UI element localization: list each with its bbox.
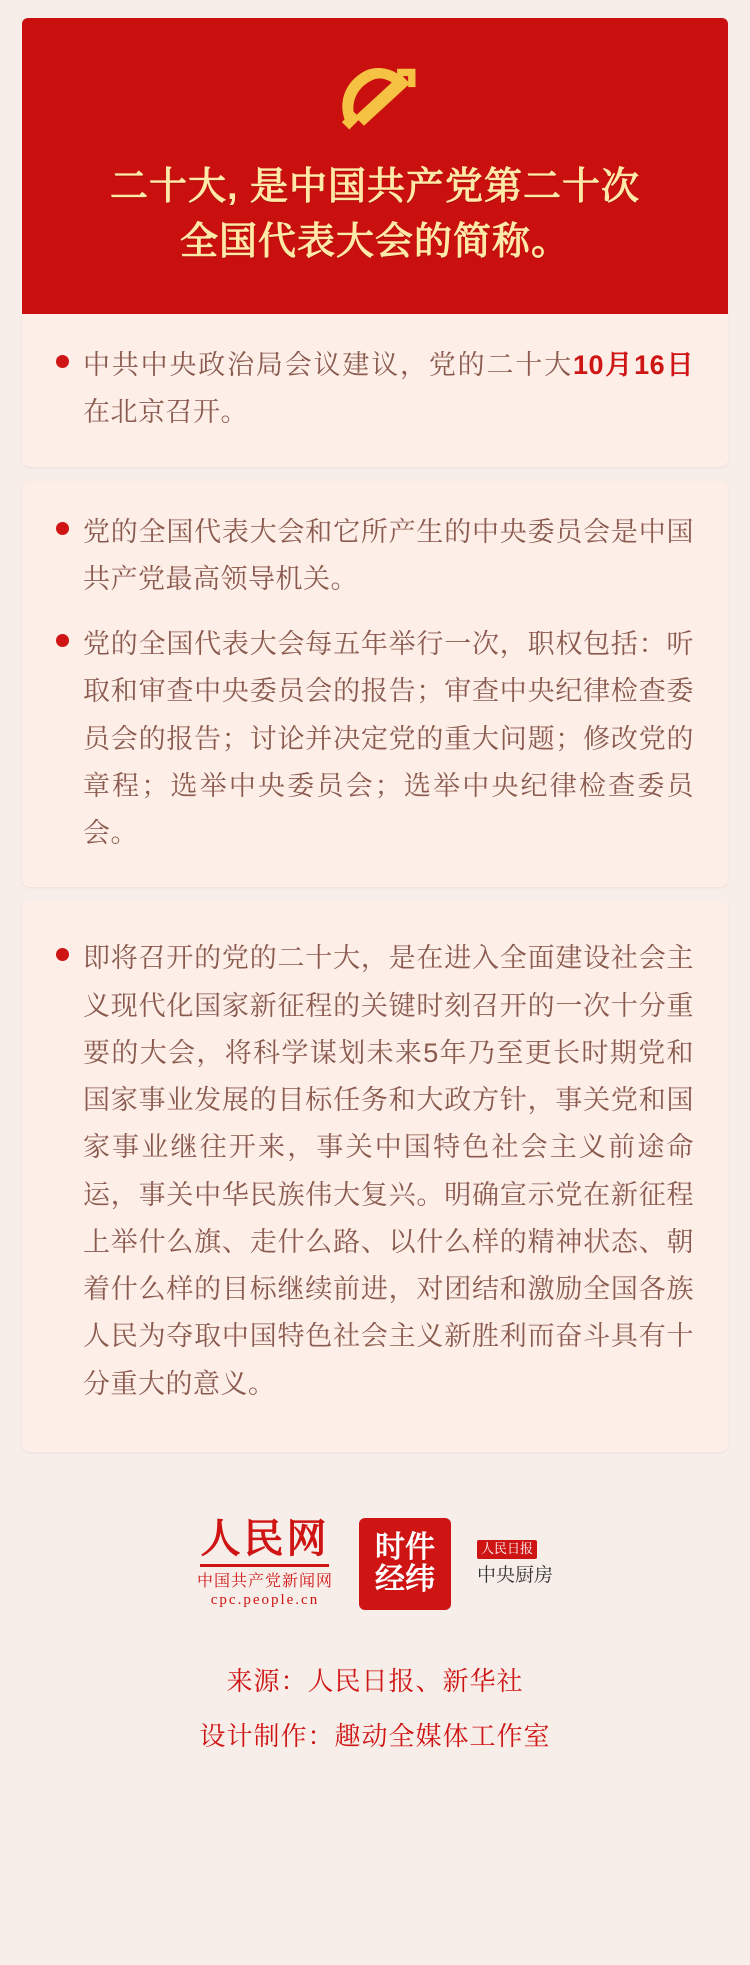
bullet-text: 即将召开的党的二十大，是在进入全面建设社会主义现代化国家新征程的关键时刻召开的一次十分重要的大会，将科学谋划未来5年乃至更长时期党和国家事业发展的目标任务和大政方针，事关党和国家事业继往开来，事关中国特色社会主义前途命运，事关中华民族伟大复兴。明确宣示党在新征程上举什么旗、走什么路、以什么样的精神状态、朝着什么样的目标继续前进，对团结和激励全国各族人民为夺取中国特色社会主义新胜利而奋斗具有十分重大的意义。 (83, 943, 694, 1399)
hammer-and-sickle-emblem (319, 54, 431, 146)
people-cn-logo-text: 人民网 (200, 1519, 329, 1567)
banner-title-line-1: 二十大, 是中国共产党第二十次 (109, 166, 641, 208)
central-kitchen-logo (477, 1539, 553, 1588)
bullet-item (56, 342, 694, 437)
bullet-item (56, 621, 694, 857)
content-card (22, 901, 728, 1452)
central-kitchen-label: 中央厨房 (477, 1564, 554, 1586)
bullet-text: 党的全国代表大会每五年举行一次，职权包括：听取和审查中央委员会的报告；审查中央纪律检查委员会的报告；讨论并决定党的重大问题；修改党的章程；选举中央委员会；选举中央纪律检查委员会。 (83, 629, 694, 849)
people-cn-logo-subtitle: 中国共产党新闻网 (196, 1573, 333, 1591)
bullet-item (56, 509, 694, 604)
header-banner (22, 18, 728, 314)
banner-title-line-2: 全国代表大会的简称。 (179, 221, 570, 264)
people-cn-logo-url: cpc.people.cn (210, 1592, 320, 1609)
content-card (22, 481, 728, 888)
people-cn-logo[interactable] (196, 1516, 333, 1609)
page-title (62, 160, 688, 270)
text-segment: 在北京召开。 (83, 397, 248, 428)
text-segment: 中共中央政治局会议建议，党的二十大 (83, 350, 573, 381)
content-cards (22, 314, 728, 1452)
source-line: 来源：人民日报、新华社 (226, 1665, 524, 1696)
content-card (22, 314, 728, 467)
bullet-text: 党的全国代表大会和它所产生的中央委员会是中国共产党最高领导机关。 (83, 516, 694, 594)
bullet-dot-icon (56, 522, 69, 535)
bullet-text (83, 342, 694, 437)
bullet-dot-icon (56, 634, 69, 647)
footer (22, 1466, 728, 1799)
highlight-date: 10月16日 (572, 350, 694, 381)
design-credit-line: 设计制作：趣动全媒体工作室 (199, 1720, 551, 1751)
footer-logos (22, 1518, 728, 1610)
seal-stamp-icon: 时件经纬 (359, 1518, 451, 1610)
bullet-dot-icon (56, 948, 69, 961)
bullet-dot-icon (56, 355, 69, 368)
peoples-daily-badge: 人民日报 (477, 1540, 537, 1559)
bullet-item (56, 935, 694, 1408)
